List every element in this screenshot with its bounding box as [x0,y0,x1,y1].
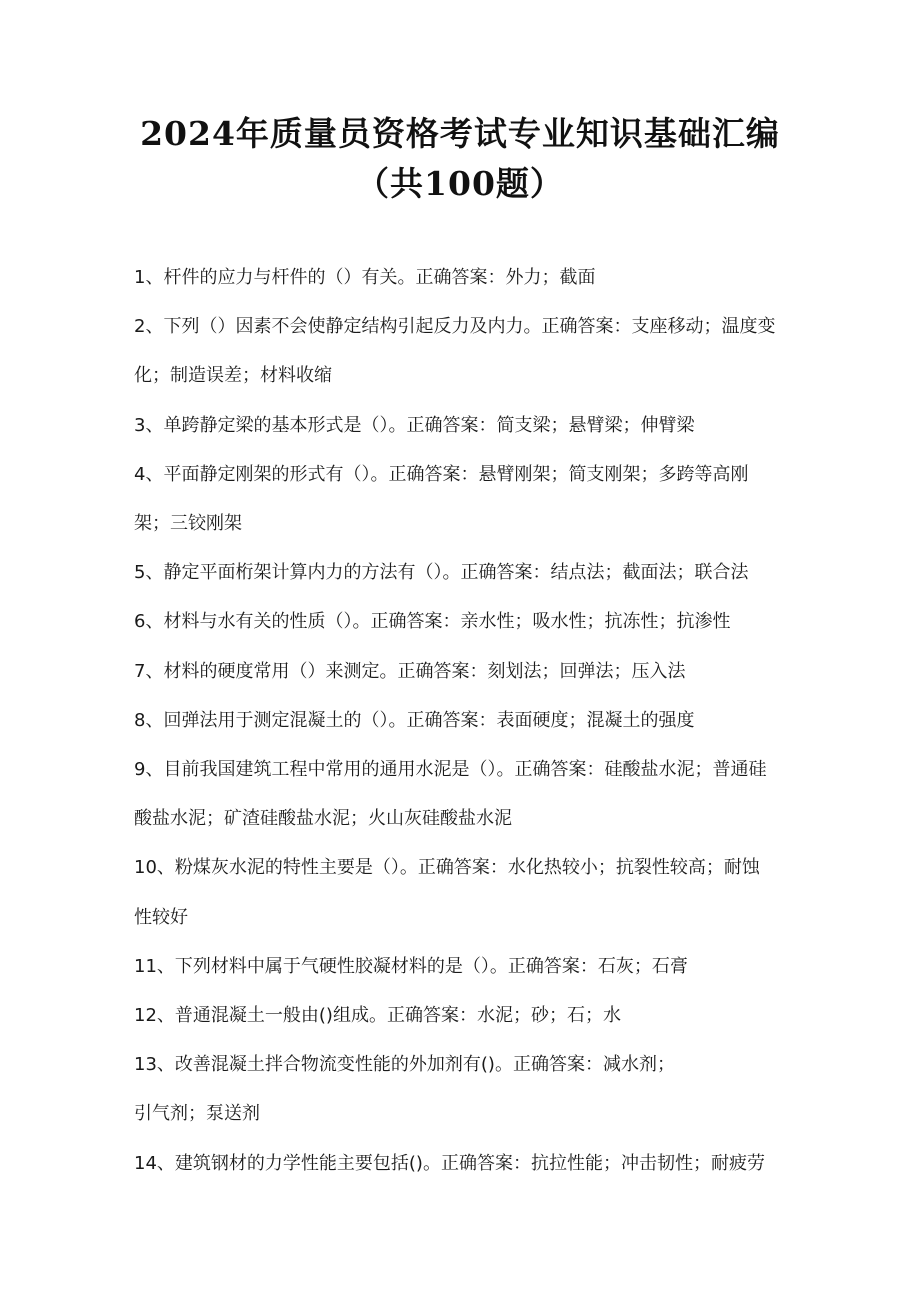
question-line: 2、下列（）因素不会使静定结构引起反力及内力。正确答案：支座移动；温度变 [134,316,776,338]
question-list [134,253,794,1188]
question-line-continued: 性较好 [134,906,188,928]
question-line-continued: 引气剂；泵送剂 [134,1103,260,1125]
question-line: 12、普通混凝土一般由()组成。正确答案：水泥；砂；石；水 [134,1005,621,1027]
question-line: 14、建筑钢材的力学性能主要包括()。正确答案：抗拉性能；冲击韧性；耐疲劳 [134,1152,765,1174]
question-line-continued: 酸盐水泥；矿渣硅酸盐水泥；火山灰硅酸盐水泥 [134,808,512,830]
question-line: 8、回弹法用于测定混凝土的（）。正确答案：表面硬度；混凝土的强度 [134,709,695,731]
question-line: 4、平面静定刚架的形式有（）。正确答案：悬臂刚架；简支刚架；多跨等高刚 [134,463,749,485]
document-subtitle: （共100题） [356,164,564,203]
question-line: 11、下列材料中属于气硬性胶凝材料的是（）。正确答案：石灰；石膏 [134,955,688,977]
question-line: 9、目前我国建筑工程中常用的通用水泥是（）。正确答案：硅酸盐水泥；普通硅 [134,759,767,781]
document-title: 2024年质量员资格考试专业知识基础汇编 [140,114,780,153]
question-line: 5、静定平面桁架计算内力的方法有（）。正确答案：结点法；截面法；联合法 [134,562,749,584]
question-line: 7、材料的硬度常用（）来测定。正确答案：刻划法；回弹法；压入法 [134,660,686,682]
question-line: 13、改善混凝土拌合物流变性能的外加剂有()。正确答案：减水剂； [134,1054,675,1076]
question-line: 10、粉煤灰水泥的特性主要是（）。正确答案：水化热较小；抗裂性较高；耐蚀 [134,857,760,879]
question-line: 6、材料与水有关的性质（）。正确答案：亲水性；吸水性；抗冻性；抗渗性 [134,611,731,633]
question-line: 3、单跨静定梁的基本形式是（）。正确答案：简支梁；悬臂梁；伸臂梁 [134,414,695,436]
question-line: 1、杆件的应力与杆件的（）有关。正确答案：外力；截面 [134,267,596,288]
question-line-continued: 架；三铰刚架 [134,513,242,535]
question-line-continued: 化；制造误差；材料收缩 [134,365,332,387]
